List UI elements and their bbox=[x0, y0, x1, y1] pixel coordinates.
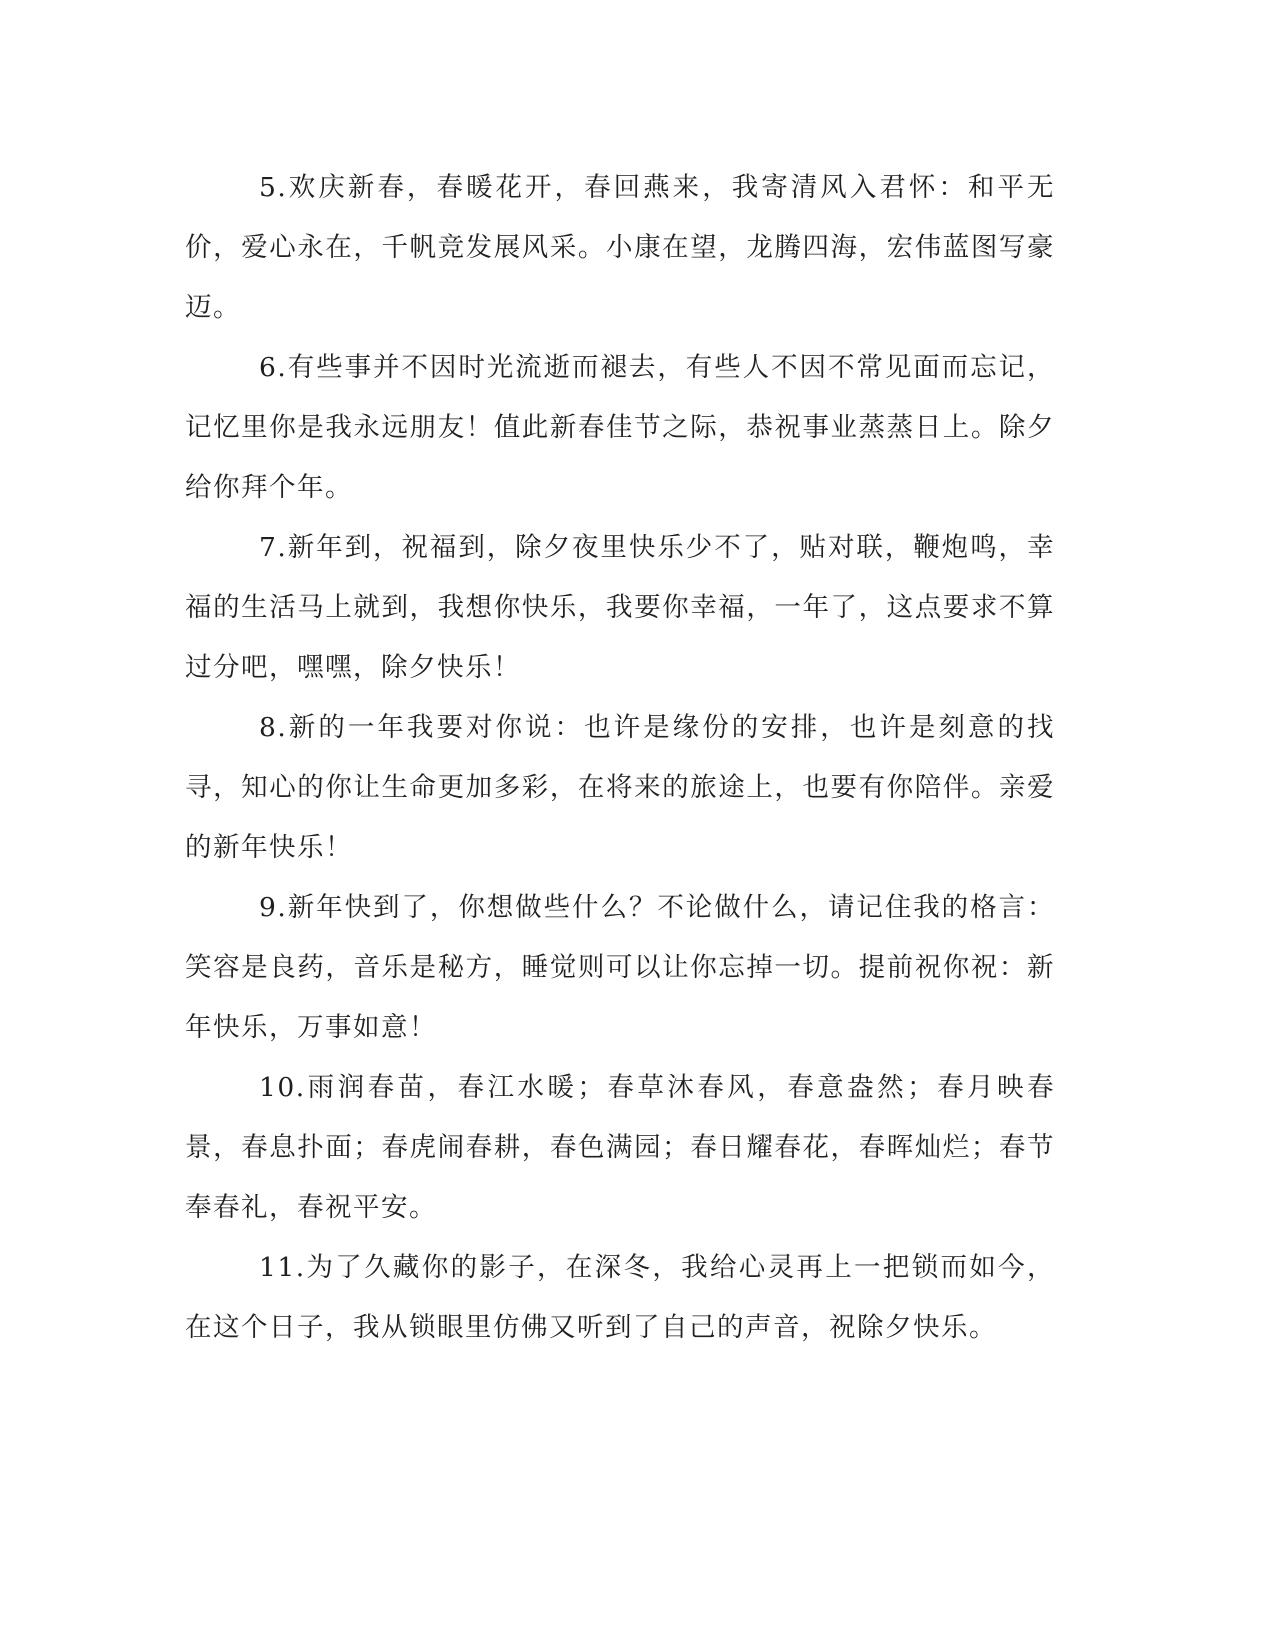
paragraph-7: 7.新年到，祝福到，除夕夜里快乐少不了，贴对联，鞭炮鸣，幸福的生活马上就到，我想你快乐，我要你幸福，一年了，这点要求不算过分吧，嘿嘿，除夕快乐！ bbox=[185, 532, 1055, 683]
paragraph-6: 6.有些事并不因时光流逝而褪去，有些人不因不常见面而忘记，记忆里你是我永远朋友！值此新春佳节之际，恭祝事业蒸蒸日上。除夕给你拜个年。 bbox=[185, 352, 1055, 503]
paragraph-10: 10.雨润春苗，春江水暖；春草沐春风，春意盎然；春月映春景，春息扑面；春虎闹春耕，春色满园；春日耀春花，春晖灿烂；春节奉春礼，春祝平安。 bbox=[185, 1072, 1055, 1223]
paragraph-11: 11.为了久藏你的影子，在深冬，我给心灵再上一把锁而如今，在这个日子，我从锁眼里仿佛又听到了自己的声音，祝除夕快乐。 bbox=[185, 1252, 1055, 1343]
paragraph-9: 9.新年快到了，你想做些什么？不论做什么，请记住我的格言：笑容是良药，音乐是秘方，睡觉则可以让你忘掉一切。提前祝你祝：新年快乐，万事如意！ bbox=[185, 892, 1055, 1043]
paragraph-5: 5.欢庆新春，春暖花开，春回燕来，我寄清风入君怀：和平无价，爱心永在，千帆竞发展风采。小康在望，龙腾四海，宏伟蓝图写豪迈。 bbox=[185, 172, 1055, 323]
paragraph-8: 8.新的一年我要对你说：也许是缘份的安排，也许是刻意的找寻，知心的你让生命更加多彩，在将来的旅途上，也要有你陪伴。亲爱的新年快乐！ bbox=[185, 712, 1055, 863]
document-body bbox=[185, 158, 1055, 1358]
